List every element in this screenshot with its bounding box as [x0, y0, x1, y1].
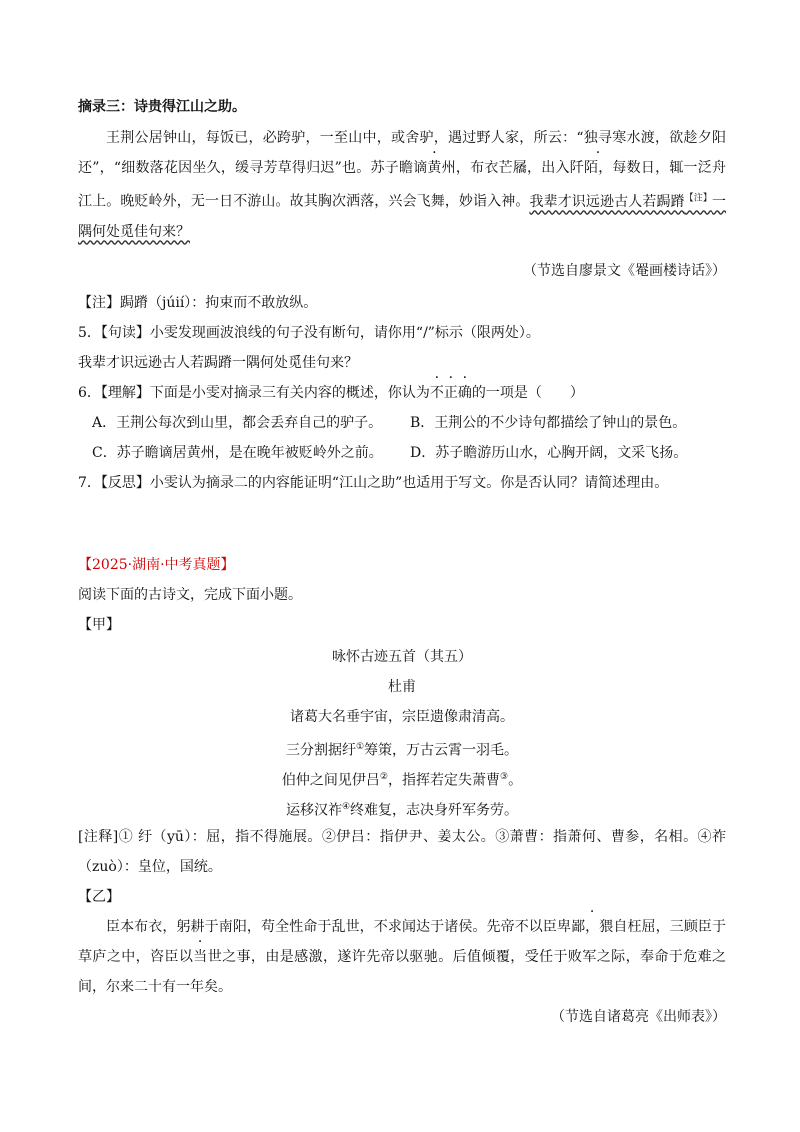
poem-line-3-b: ，指挥若定失萧曹 — [388, 772, 500, 789]
excerpt3-note: 【注】跼蹐（júií）：拘束而不敢放纵。 — [78, 295, 318, 311]
excerpt3-text-a: 王荆公居钟山，每饭已，必跨驴，一至山中，或舍驴，遇过野人家，所云：“独寻寒水渡，欲趁夕阳还”，“细数落花因坐久，缓寻芳草得归迟”也。苏子瞻 — [78, 130, 726, 176]
emphasis-dot-char: 阡陌 — [569, 160, 599, 176]
dot-char: 不 — [429, 385, 444, 401]
note-marker: 【注】 — [684, 193, 712, 203]
dot-char: 确 — [457, 385, 472, 401]
excerpt3-paragraph — [78, 123, 726, 247]
poem-author: 杜甫 — [388, 679, 416, 695]
section-jia-label: 【甲】 — [78, 617, 120, 633]
emphasis-dot-char: 以 — [178, 949, 194, 965]
exam-tag: 【2025·湖南·中考真题】 — [78, 557, 235, 573]
emphasis-dot-word — [430, 385, 472, 401]
poem-line-3-a: 伯仲之间见伊吕 — [281, 772, 380, 789]
option-d[interactable]: D．苏子瞻游历山水，心胸开阔，文采飞扬。 — [410, 445, 688, 461]
poem-line-4-a: 运移汉祚 — [285, 802, 342, 819]
poem-notes: [注释]① 纡（yū）：屈，指不得施展。②伊吕：指伊尹、姜太公。③萧曹：指萧何、曹参，名相。④祚（zuò）：皇位，国统。 — [78, 829, 726, 875]
question-5-sentence: 我辈才识远逊古人若跼蹐一隅何处觅佳句来？ — [78, 355, 358, 371]
question-5: 5．【句读】小雯发现画波浪线的句子没有断句，请你用“/”标示（限两处）。 — [78, 325, 540, 341]
yi-text-c: 当世之事，由是感激，遂许先帝以驱驰。后值倾覆，受任于败军之际，奉命于危难之间，尔来二十有一年矣。 — [78, 949, 727, 995]
option-b[interactable]: B．王荆公的不少诗句都描绘了钟山的景色。 — [410, 415, 687, 431]
poem-line-3 — [78, 762, 726, 796]
excerpt3-text-c: ，每数日，辄一泛舟江上。晚贬岭外，无一日不游山。故其胸次洒落，兴会飞舞，妙诣入神。 — [78, 160, 727, 210]
poem-line-4-b: 终难复，志决身歼军务劳。 — [350, 802, 519, 819]
question-6-text-a: 6．【理解】下面是小雯对摘录三有关内容的概述，你认为 — [78, 385, 430, 401]
footnote-mark: ① — [355, 742, 365, 752]
poem-line-1: 诸葛大名垂宇宙，宗臣遗像肃清高。 — [290, 709, 514, 725]
poem-line-2-b: 筹策，万古云霄一羽毛。 — [364, 742, 519, 759]
wavy-text-a: 我辈才识远逊古人若跼蹐 — [529, 193, 685, 210]
poem-line-4 — [78, 792, 726, 826]
question-7: 7．【反思】小雯认为摘录二的内容能证明“江山之助”也适用于写文。你是否认同？请简述理由。 — [78, 475, 669, 491]
section-yi-label: 【乙】 — [78, 889, 120, 905]
poem-title: 咏怀古迹五首（其五） — [332, 649, 472, 665]
excerpt3-heading: 摘录三：诗贵得江山之助。 — [78, 99, 246, 115]
option-a[interactable]: A．王荆公每次到山里，都会丢弃自己的驴子。 — [92, 415, 383, 431]
options-row-1 — [92, 408, 740, 438]
yi-text-a: 臣本布衣，躬耕于南阳，苟全性命于乱世，不求闻达于诸侯。先帝不以臣卑 — [106, 919, 572, 935]
options-row-2 — [92, 438, 740, 468]
excerpt3-source: （节选自廖景文《罨画楼诗话》） — [523, 263, 726, 279]
footnote-mark: ③ — [500, 772, 509, 782]
question-6 — [78, 378, 726, 408]
exam-instruction: 阅读下面的古诗文，完成下面小题。 — [78, 587, 302, 603]
wavy-text-b: 一隅何处觅佳句来？ — [78, 193, 726, 240]
footnote-mark: ④ — [341, 802, 351, 812]
dot-char: 正 — [443, 385, 458, 401]
emphasis-dot-char: 谪 — [413, 160, 428, 176]
emphasis-dot-char: 鄙 — [571, 919, 586, 935]
poem-line-2-a: 三分割据纡 — [285, 742, 356, 759]
question-6-text-b: 的一项是（ ） — [471, 385, 584, 401]
option-c[interactable]: C．苏子瞻谪居黄州，是在晚年被贬岭外之前。 — [92, 445, 383, 461]
poem-line-3-c: 。 — [508, 772, 523, 789]
yi-source: （节选自诸葛亮《出师表》） — [551, 1009, 726, 1025]
footnote-mark: ② — [379, 772, 388, 782]
yi-text-b: ，猥自枉屈，三顾臣于草庐之中，咨臣 — [78, 919, 727, 965]
yi-paragraph — [78, 912, 726, 1002]
excerpt3-text-b: 黄州，布衣芒屩，出入 — [427, 160, 570, 176]
poem-line-2 — [78, 732, 726, 766]
